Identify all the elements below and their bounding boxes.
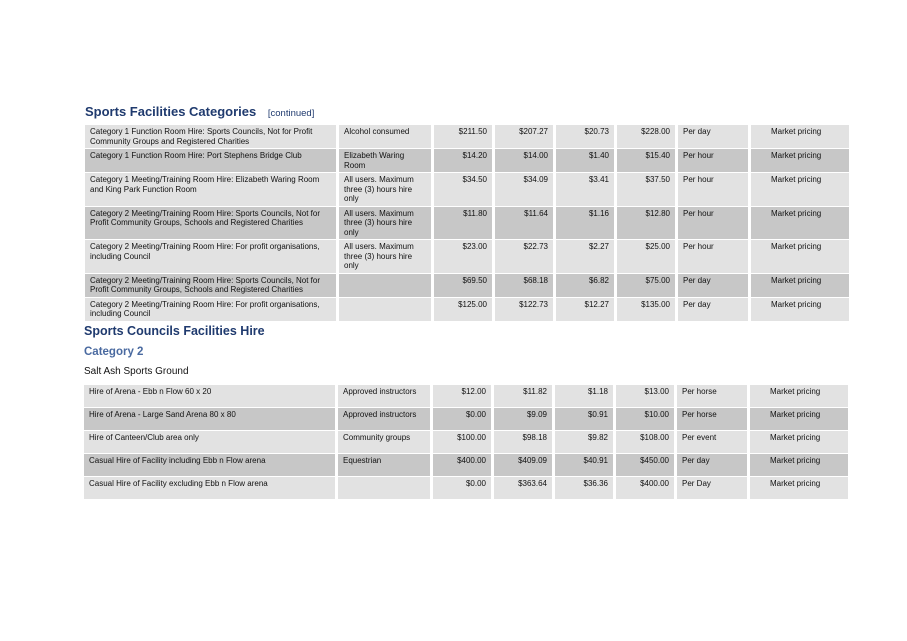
fee-description: Category 1 Meeting/Training Room Hire: Elizabeth Waring Room and King Park Function Room xyxy=(85,173,336,207)
fees-table-categories xyxy=(82,125,852,322)
section-title-text: Sports Facilities Categories xyxy=(85,104,257,119)
fee-excl-gst: $122.73 xyxy=(495,298,553,322)
table-row xyxy=(84,454,848,477)
fee-description: Category 2 Meeting/Training Room Hire: Sports Councils, Not for Profit Community Groups, Schools and Registered Charities xyxy=(85,274,336,298)
fee-unit: Per hour xyxy=(678,207,748,241)
fee-previous: $34.50 xyxy=(434,173,492,207)
fee-excl-gst: $68.18 xyxy=(495,274,553,298)
fee-excl-gst: $22.73 xyxy=(495,240,553,274)
fee-previous: $14.20 xyxy=(434,149,492,173)
fee-gst: $6.82 xyxy=(556,274,614,298)
fee-current: $13.00 xyxy=(616,385,674,408)
fee-excl-gst: $11.82 xyxy=(494,385,552,408)
fee-pricing-policy: Market pricing xyxy=(751,125,849,149)
fee-pricing-policy: Market pricing xyxy=(751,298,849,322)
fee-excl-gst: $11.64 xyxy=(495,207,553,241)
fee-users xyxy=(338,477,430,500)
fee-unit: Per day xyxy=(678,298,748,322)
fee-previous: $11.80 xyxy=(434,207,492,241)
fee-current: $12.80 xyxy=(617,207,675,241)
fee-description: Category 2 Meeting/Training Room Hire: For profit organisations, including Council xyxy=(85,298,336,322)
fee-current: $135.00 xyxy=(617,298,675,322)
section-title xyxy=(85,104,314,119)
fee-gst: $1.16 xyxy=(556,207,614,241)
fee-users: All users. Maximum three (3) hours hire only xyxy=(339,173,431,207)
fee-unit: Per horse xyxy=(677,385,747,408)
fee-users: All users. Maximum three (3) hours hire only xyxy=(339,207,431,241)
fee-pricing-policy: Market pricing xyxy=(751,207,849,241)
fee-users xyxy=(339,274,431,298)
continued-label: [continued] xyxy=(267,108,315,119)
table-row xyxy=(85,274,849,298)
fee-current: $75.00 xyxy=(617,274,675,298)
table-row xyxy=(84,431,848,454)
fee-gst: $0.91 xyxy=(555,408,613,431)
fee-gst: $36.36 xyxy=(555,477,613,500)
fee-description: Category 1 Function Room Hire: Sports Councils, Not for Profit Community Groups and Registered Charities xyxy=(85,125,336,149)
fee-excl-gst: $363.64 xyxy=(494,477,552,500)
fee-gst: $2.27 xyxy=(556,240,614,274)
fee-users: All users. Maximum three (3) hours hire only xyxy=(339,240,431,274)
table-row xyxy=(85,173,849,207)
fee-current: $10.00 xyxy=(616,408,674,431)
fee-unit: Per hour xyxy=(678,173,748,207)
fee-description: Category 2 Meeting/Training Room Hire: Sports Councils, Not for Profit Community Groups, Schools and Registered Charities xyxy=(85,207,336,241)
fee-pricing-policy: Market pricing xyxy=(750,408,848,431)
fee-excl-gst: $409.09 xyxy=(494,454,552,477)
fee-pricing-policy: Market pricing xyxy=(750,454,848,477)
fee-gst: $1.18 xyxy=(555,385,613,408)
fee-previous: $12.00 xyxy=(433,385,491,408)
fee-gst: $20.73 xyxy=(556,125,614,149)
fee-gst: $1.40 xyxy=(556,149,614,173)
fee-unit: Per day xyxy=(677,454,747,477)
fee-description: Category 2 Meeting/Training Room Hire: For profit organisations, including Council xyxy=(85,240,336,274)
fee-previous: $69.50 xyxy=(434,274,492,298)
fee-users: Alcohol consumed xyxy=(339,125,431,149)
table-row xyxy=(85,298,849,322)
fee-users: Equestrian xyxy=(338,454,430,477)
fee-current: $228.00 xyxy=(617,125,675,149)
fee-excl-gst: $207.27 xyxy=(495,125,553,149)
fee-previous: $0.00 xyxy=(433,408,491,431)
fee-current: $108.00 xyxy=(616,431,674,454)
table-row xyxy=(85,207,849,241)
fee-description: Hire of Arena - Large Sand Arena 80 x 80 xyxy=(84,408,335,431)
fee-users: Approved instructors xyxy=(338,385,430,408)
fee-unit: Per day xyxy=(678,274,748,298)
fee-previous: $23.00 xyxy=(434,240,492,274)
table-row xyxy=(84,408,848,431)
fee-current: $400.00 xyxy=(616,477,674,500)
fee-users xyxy=(339,298,431,322)
fee-users: Elizabeth Waring Room xyxy=(339,149,431,173)
fee-pricing-policy: Market pricing xyxy=(750,431,848,454)
fee-unit: Per Day xyxy=(677,477,747,500)
fee-previous: $211.50 xyxy=(434,125,492,149)
fee-excl-gst: $9.09 xyxy=(494,408,552,431)
fee-gst: $3.41 xyxy=(556,173,614,207)
fee-unit: Per day xyxy=(678,125,748,149)
category-heading: Category 2 xyxy=(84,346,144,358)
fee-previous: $100.00 xyxy=(433,431,491,454)
fee-unit: Per hour xyxy=(678,149,748,173)
fee-gst: $9.82 xyxy=(555,431,613,454)
fee-current: $37.50 xyxy=(617,173,675,207)
fee-description: Category 1 Function Room Hire: Port Stephens Bridge Club xyxy=(85,149,336,173)
fee-unit: Per event xyxy=(677,431,747,454)
fee-excl-gst: $98.18 xyxy=(494,431,552,454)
fee-previous: $400.00 xyxy=(433,454,491,477)
table-row xyxy=(85,240,849,274)
fee-gst: $12.27 xyxy=(556,298,614,322)
fee-previous: $0.00 xyxy=(433,477,491,500)
fee-pricing-policy: Market pricing xyxy=(751,149,849,173)
fee-excl-gst: $14.00 xyxy=(495,149,553,173)
section-heading: Sports Councils Facilities Hire xyxy=(84,324,265,338)
fee-pricing-policy: Market pricing xyxy=(750,385,848,408)
fee-users: Approved instructors xyxy=(338,408,430,431)
fee-excl-gst: $34.09 xyxy=(495,173,553,207)
table-row xyxy=(85,149,849,173)
fee-unit: Per hour xyxy=(678,240,748,274)
fees-table-venue xyxy=(81,385,851,500)
fee-pricing-policy: Market pricing xyxy=(751,274,849,298)
fee-pricing-policy: Market pricing xyxy=(751,173,849,207)
fee-description: Hire of Arena - Ebb n Flow 60 x 20 xyxy=(84,385,335,408)
fee-pricing-policy: Market pricing xyxy=(750,477,848,500)
fee-current: $15.40 xyxy=(617,149,675,173)
fee-gst: $40.91 xyxy=(555,454,613,477)
fee-current: $25.00 xyxy=(617,240,675,274)
table-row xyxy=(85,125,849,149)
fee-previous: $125.00 xyxy=(434,298,492,322)
table-row xyxy=(84,385,848,408)
fee-description: Casual Hire of Facility excluding Ebb n Flow arena xyxy=(84,477,335,500)
fee-users: Community groups xyxy=(338,431,430,454)
fee-description: Hire of Canteen/Club area only xyxy=(84,431,335,454)
fee-unit: Per horse xyxy=(677,408,747,431)
fee-description: Casual Hire of Facility including Ebb n Flow arena xyxy=(84,454,335,477)
venue-name: Salt Ash Sports Ground xyxy=(84,366,189,377)
fee-pricing-policy: Market pricing xyxy=(751,240,849,274)
fee-current: $450.00 xyxy=(616,454,674,477)
table-row xyxy=(84,477,848,500)
